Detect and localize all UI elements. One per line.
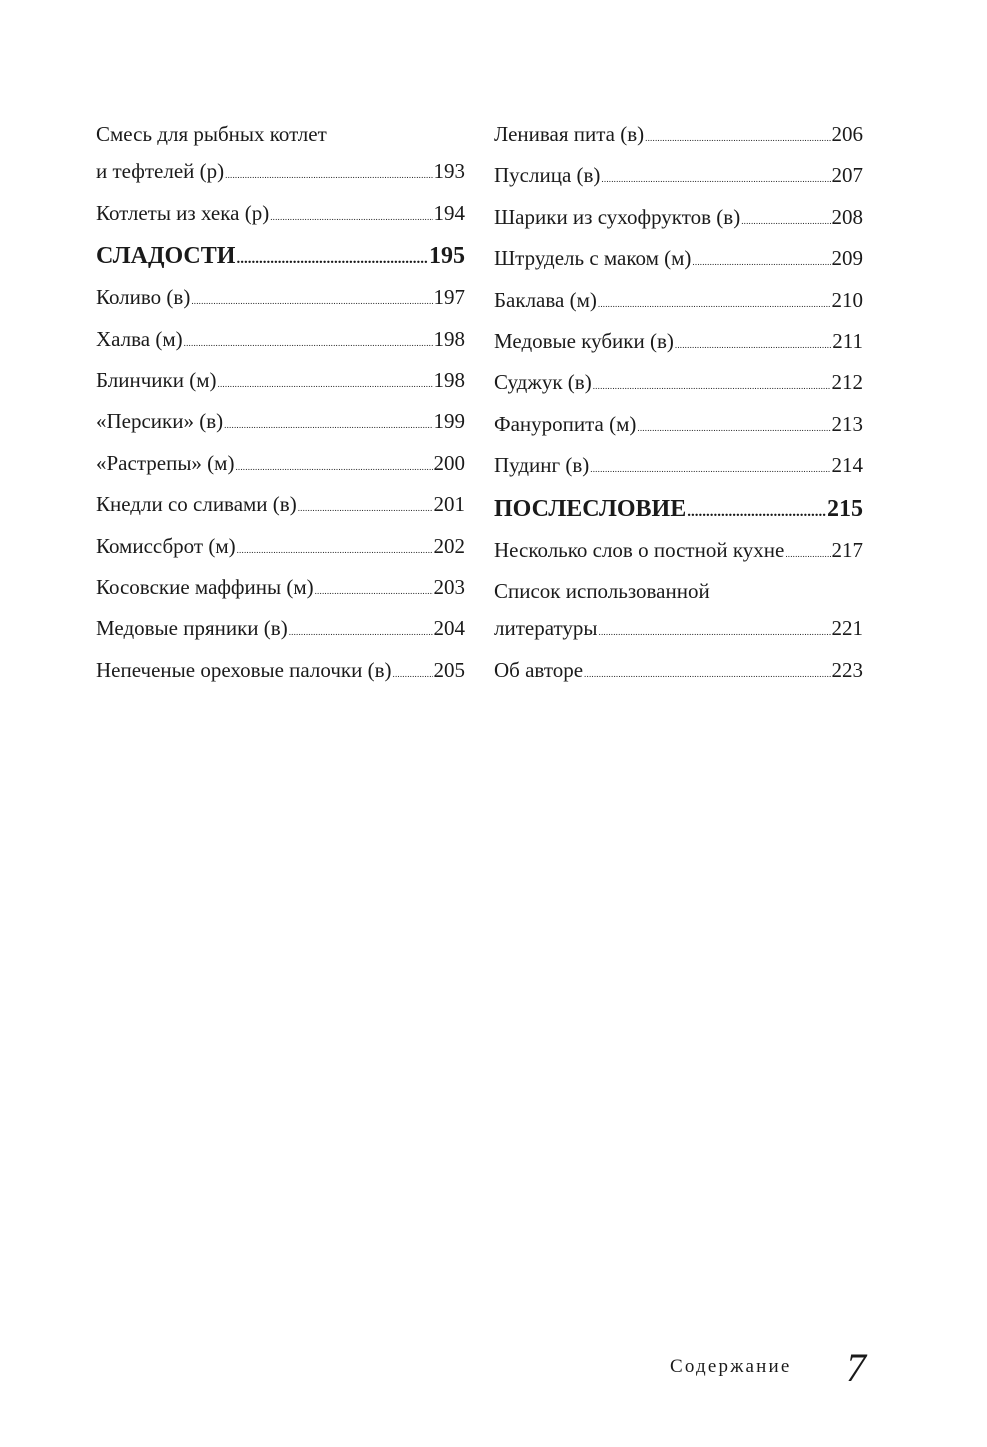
toc-entry[interactable] bbox=[96, 528, 465, 569]
toc-entry-page: 201 bbox=[433, 492, 465, 517]
toc-entry[interactable] bbox=[96, 116, 465, 195]
toc-entry-title: и тефтелей (р) bbox=[96, 159, 225, 184]
toc-entry[interactable] bbox=[96, 321, 465, 362]
toc-entry-title: Кнедли со сливами (в) bbox=[96, 492, 297, 517]
dot-leader bbox=[741, 199, 830, 240]
toc-entry-title: Медовые пряники (в) bbox=[96, 616, 288, 641]
toc-entry-page: 198 bbox=[433, 326, 465, 351]
toc-entry[interactable] bbox=[494, 116, 863, 157]
toc-entry-page: 214 bbox=[831, 453, 863, 478]
dot-leader bbox=[298, 486, 433, 527]
toc-entry-page: 209 bbox=[831, 246, 863, 271]
toc-entry-page: 212 bbox=[831, 370, 863, 395]
dot-leader bbox=[235, 445, 432, 486]
toc-entry-title: Баклава (м) bbox=[494, 287, 597, 312]
toc-entry-title: «Растрепы» (м) bbox=[96, 450, 235, 475]
toc-entry-title: Пуслица (в) bbox=[494, 163, 601, 188]
dot-leader bbox=[236, 236, 428, 279]
toc-entry-page: 200 bbox=[433, 450, 465, 475]
toc-entry[interactable] bbox=[494, 532, 863, 573]
toc-entry-page: 208 bbox=[831, 204, 863, 229]
toc-entry-title: Комиссброт (м) bbox=[96, 533, 236, 558]
toc-entry-title: Список использованной bbox=[494, 579, 710, 604]
toc-entry-title: Суджук (в) bbox=[494, 370, 592, 395]
toc-right-column bbox=[494, 116, 863, 693]
toc-entry[interactable] bbox=[96, 486, 465, 527]
toc-section-heading[interactable] bbox=[494, 489, 863, 532]
toc-entry-title: Ленивая пита (в) bbox=[494, 122, 645, 146]
toc-entry[interactable] bbox=[96, 403, 465, 444]
toc-entry-page: 193 bbox=[433, 159, 465, 184]
dot-leader bbox=[675, 323, 831, 364]
dot-leader bbox=[191, 279, 432, 320]
toc-entry-page: 199 bbox=[433, 409, 465, 434]
dot-leader bbox=[218, 362, 433, 403]
toc-entry[interactable] bbox=[96, 652, 465, 693]
toc-entry-title: Коливо (в) bbox=[96, 285, 191, 310]
dot-leader bbox=[645, 116, 830, 157]
dot-leader bbox=[225, 153, 432, 194]
dot-leader bbox=[393, 652, 433, 693]
page-number: 7 bbox=[846, 1345, 866, 1390]
toc-entry-page: 213 bbox=[831, 411, 863, 436]
toc-entry[interactable] bbox=[494, 447, 863, 488]
toc-entry-title: Пудинг (в) bbox=[494, 453, 590, 478]
dot-leader bbox=[315, 569, 433, 610]
running-footer-label: Содержание bbox=[670, 1356, 792, 1377]
dot-leader bbox=[584, 652, 830, 693]
dot-leader bbox=[785, 532, 830, 573]
dot-leader bbox=[289, 610, 433, 651]
toc-section-heading[interactable] bbox=[96, 236, 465, 279]
toc-entry-title: Смесь для рыбных котлет bbox=[96, 122, 327, 146]
dot-leader bbox=[598, 282, 831, 323]
toc-entry-title: Котлеты из хека (р) bbox=[96, 200, 270, 225]
dot-leader bbox=[237, 528, 433, 569]
toc-entry-title: СЛАДОСТИ bbox=[96, 243, 236, 270]
dot-leader bbox=[184, 321, 433, 362]
toc-entry[interactable] bbox=[96, 610, 465, 651]
toc-entry-title: Косовские маффины (м) bbox=[96, 575, 314, 600]
toc-entry-title: литературы bbox=[494, 616, 598, 641]
toc-entry[interactable] bbox=[494, 364, 863, 405]
toc-entry-page: 223 bbox=[831, 657, 863, 682]
toc-entry-title: Непеченые ореховые палочки (в) bbox=[96, 657, 392, 682]
dot-leader bbox=[590, 447, 830, 488]
toc-entry-title: Фануропита (м) bbox=[494, 411, 637, 436]
dot-leader bbox=[270, 195, 432, 236]
toc-entry[interactable] bbox=[494, 652, 863, 693]
toc-entry-page: 217 bbox=[831, 537, 863, 562]
toc-left-column bbox=[96, 116, 465, 693]
toc-entry-title: Халва (м) bbox=[96, 326, 183, 351]
toc-entry-page: 205 bbox=[433, 657, 465, 682]
toc-entry[interactable] bbox=[494, 573, 863, 652]
toc-entry[interactable] bbox=[494, 157, 863, 198]
toc-entry-title: Медовые кубики (в) bbox=[494, 329, 674, 354]
toc-entry[interactable] bbox=[494, 406, 863, 447]
dot-leader bbox=[601, 157, 830, 198]
toc-entry-page: 211 bbox=[832, 329, 863, 354]
toc-entry[interactable] bbox=[494, 323, 863, 364]
toc-entry[interactable] bbox=[96, 362, 465, 403]
toc-entry-page: 195 bbox=[429, 243, 465, 270]
toc-entry-page: 210 bbox=[831, 287, 863, 312]
toc-entry-page: 203 bbox=[433, 575, 465, 600]
toc-entry[interactable] bbox=[96, 279, 465, 320]
toc-entry-title: «Персики» (в) bbox=[96, 409, 224, 434]
toc-entry-title: Штрудель с маком (м) bbox=[494, 246, 692, 271]
toc-entry-page: 207 bbox=[831, 163, 863, 188]
toc-entry-title: ПОСЛЕСЛОВИЕ bbox=[494, 495, 687, 522]
dot-leader bbox=[593, 364, 831, 405]
toc-entry[interactable] bbox=[494, 282, 863, 323]
toc-entry-title: Шарики из сухофруктов (в) bbox=[494, 204, 741, 229]
toc-entry[interactable] bbox=[96, 569, 465, 610]
dot-leader bbox=[692, 240, 830, 281]
dot-leader bbox=[687, 489, 826, 532]
dot-leader bbox=[599, 610, 831, 651]
page-footer bbox=[668, 1345, 868, 1390]
toc-entry-page: 198 bbox=[433, 368, 465, 393]
toc-entry-page: 202 bbox=[433, 533, 465, 558]
toc-entry[interactable] bbox=[494, 240, 863, 281]
toc-entry-page: 221 bbox=[831, 616, 863, 641]
toc-entry[interactable] bbox=[96, 195, 465, 236]
toc-entry-page: 204 bbox=[433, 616, 465, 641]
toc-entry[interactable] bbox=[494, 199, 863, 240]
toc-entry-page: 197 bbox=[433, 285, 465, 310]
dot-leader bbox=[637, 406, 830, 447]
toc-entry-page: 215 bbox=[827, 495, 863, 522]
toc-entry-page: 206 bbox=[831, 122, 863, 146]
toc-entry-title: Об авторе bbox=[494, 657, 584, 682]
toc-entry-page: 194 bbox=[433, 200, 465, 225]
toc-entry-title: Блинчики (м) bbox=[96, 368, 217, 393]
toc-entry-title: Несколько слов о постной кухне bbox=[494, 537, 785, 562]
toc-entry[interactable] bbox=[96, 445, 465, 486]
dot-leader bbox=[224, 403, 432, 444]
